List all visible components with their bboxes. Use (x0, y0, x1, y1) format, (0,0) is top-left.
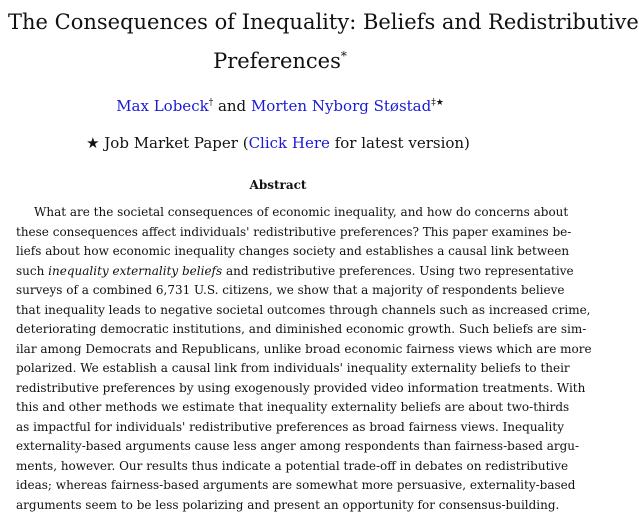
abstract-line: surveys of a combined 6,731 U.S. citizens, we show that a majority of respondents believe (16, 283, 565, 297)
abstract-line: ideas; whereas fairness-based arguments are somewhat more persuasive, externality-based (16, 478, 576, 492)
job-market-paper-note (0, 132, 556, 154)
title-footnote-mark: * (340, 49, 347, 63)
abstract-text: such (16, 263, 49, 278)
abstract-line: deteriorating democratic institutions, and diminished economic growth. Such beliefs are sim- (16, 322, 587, 336)
abstract-line: ilar among Democrats and Republicans, unlike broad economic fairness views which are more (16, 341, 592, 356)
author1-footnote-mark: † (208, 98, 214, 108)
abstract-line (16, 262, 574, 282)
abstract-line: these consequences affect individuals' redistributive preferences? This paper examines be- (16, 224, 572, 239)
paper-title-line1: The Consequences of Inequality: Beliefs and Redistributive (8, 10, 639, 34)
abstract-line: that inequality leads to negative societal outcomes through channels such as increased crime, (16, 302, 591, 317)
abstract-line: liefs about how economic inequality changes society and establishes a causal link between (16, 244, 570, 258)
abstract-text: and redistributive preferences. Using two representative (222, 263, 574, 278)
job-market-suffix: for latest version) (329, 134, 470, 152)
abstract-line: redistributive preferences by using exogenously provided video information treatments. With (16, 380, 586, 395)
author-conjunction: and (213, 97, 251, 115)
abstract-line: What are the societal consequences of economic inequality, and how do concerns about (34, 205, 569, 219)
star-icon: ★ (86, 134, 100, 152)
abstract-line: polarized. We establish a causal link from individuals' inequality externality beliefs to their (16, 361, 570, 375)
paper-title-line2: Preferences (213, 49, 341, 73)
author-max-lobeck[interactable]: Max Lobeck (116, 97, 209, 115)
abstract-line: this and other methods we estimate that inequality externality beliefs are about two-thirds (16, 400, 570, 414)
abstract-line: ments, however. Our results thus indicate a potential trade-off in debates on redistributive (16, 458, 569, 473)
paper-title-continued (0, 40, 560, 77)
abstract-body (16, 203, 592, 515)
job-market-prefix: Job Market Paper ( (99, 134, 249, 152)
abstract-line: as impactful for individuals' redistributive preferences as broad fairness views. Inequality (16, 419, 564, 434)
latest-version-link[interactable]: Click Here (248, 134, 330, 152)
abstract-heading: Abstract (249, 178, 307, 192)
abstract-line: externality-based arguments cause less anger among respondents than fairness-based argu- (16, 439, 580, 453)
abstract-line: arguments seem to be less polarizing and present an opportunity for consensus-building. (16, 497, 560, 512)
author-morten-nyborg-stostad[interactable]: Morten Nyborg Støstad (250, 97, 432, 115)
paper-title (8, 6, 639, 38)
abstract-emphasis: inequality externality beliefs (48, 263, 223, 278)
author2-footnote-mark: ‡★ (431, 98, 444, 108)
author-list (0, 92, 560, 117)
